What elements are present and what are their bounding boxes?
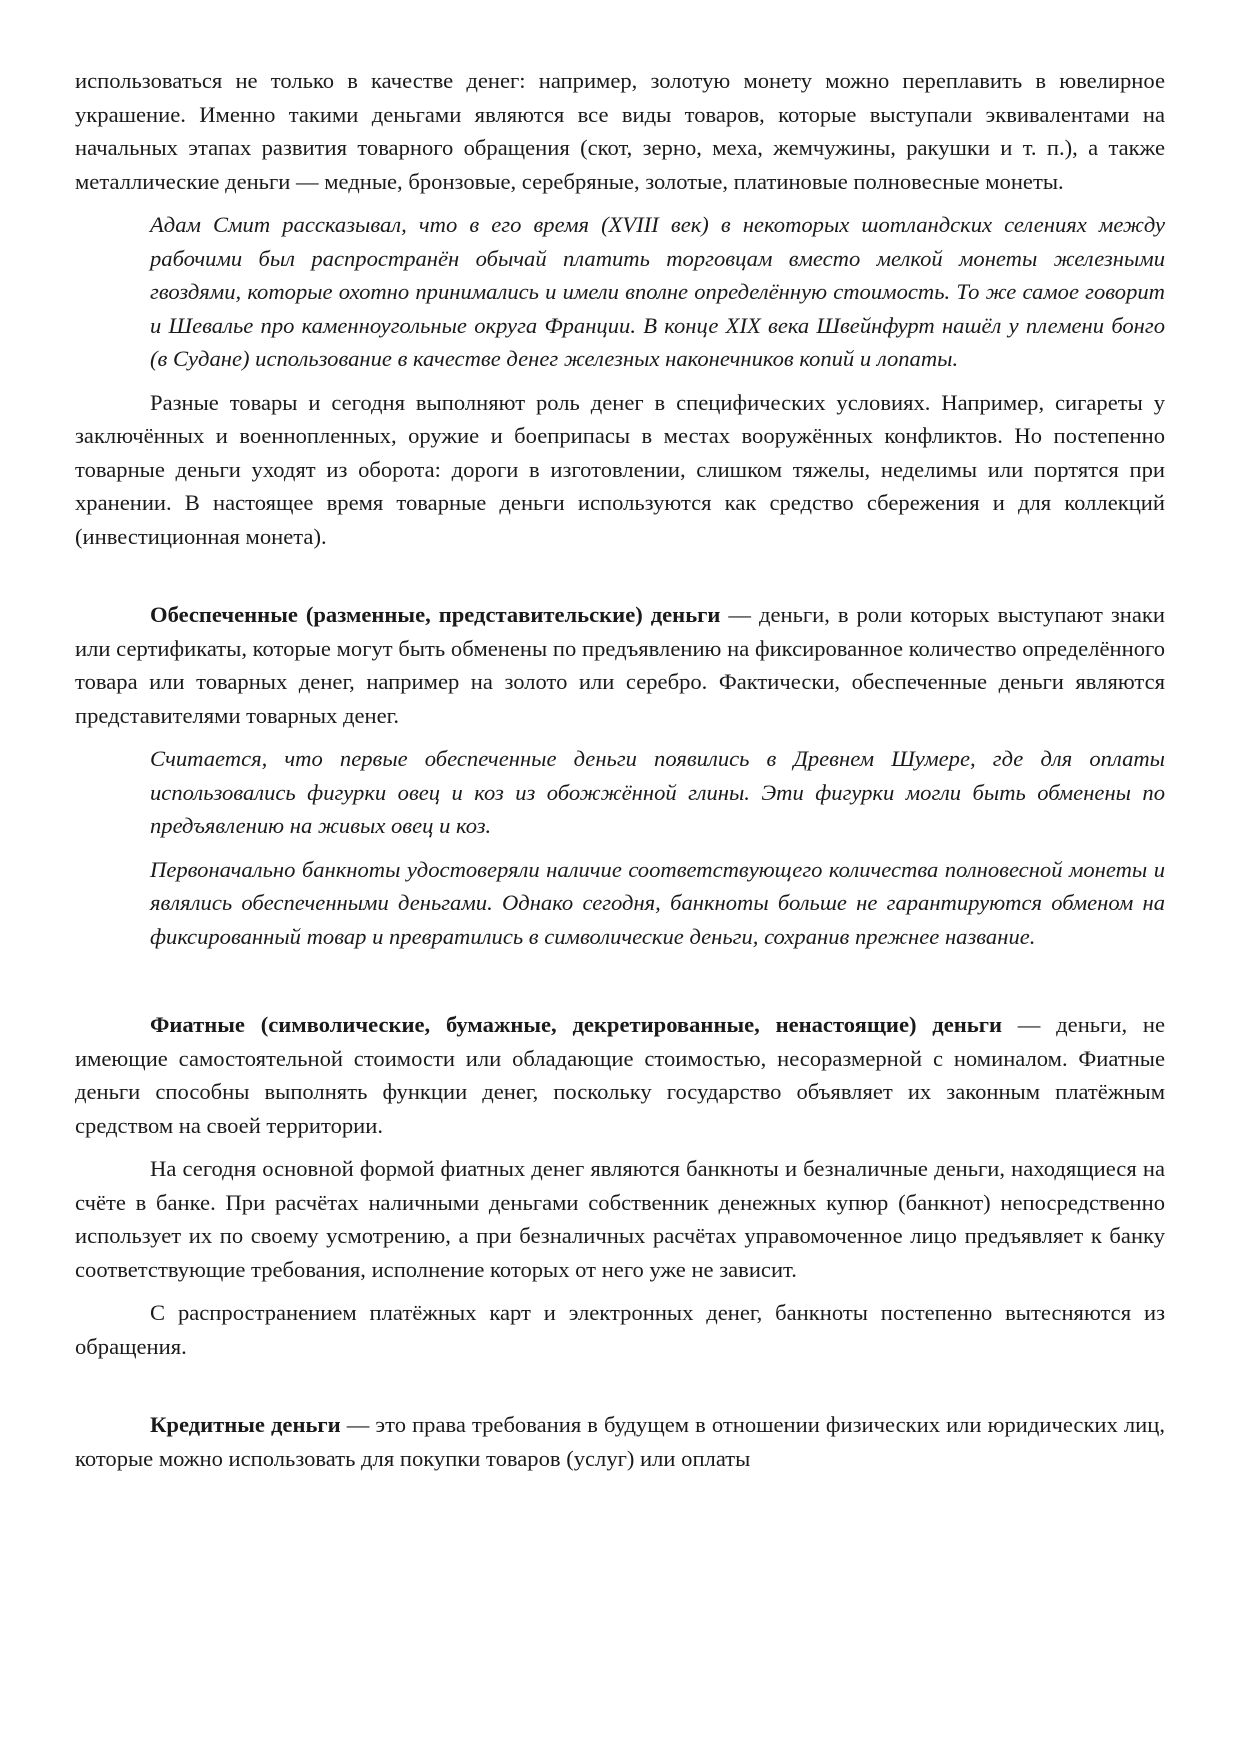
paragraph-cards: С распространением платёжных карт и электронных денег, банкноты постепенно вытесняются из обращения.: [75, 1300, 1165, 1359]
term-fiat-money: Фиатные (символические, бумажные, декретированные, ненастоящие) деньги: [150, 1012, 1002, 1037]
paragraph-fiat-forms: На сегодня основной формой фиатных денег являются банкноты и безналичные деньги, находящиеся на счёте в банке. При расчётах наличными деньгами собственник денежных купюр (банкнот) непосредственно использует их по своему усмотрению, а при безналичных расчётах управомоченное лицо предъявляет к банку соответствующие требования, исполнение которых от него уже не зависит.: [75, 1156, 1165, 1282]
paragraph-credit-money: [75, 1408, 1165, 1475]
paragraph-goods-as-money: Разные товары и сегодня выполняют роль денег в специфических условиях. Например, сигареты у заключённых и военнопленных, оружие и боеприпасы в местах вооружённых конфликтов. Но постепенно товарные деньги уходят из оборота: дороги в изготовлении, слишком тяжелы, неделимы или портятся при хранении. В настоящее время товарные деньги используются как средство сбережения и для коллекций (инвестиционная монета).: [75, 389, 1165, 549]
quote-sumer: Считается, что первые обеспеченные деньги появились в Древнем Шумере, где для оплаты использовались фигурки овец и коз из обожжённой глины. Эти фигурки могли быть обменены по предъявлению на живых овец и коз.: [150, 746, 1165, 838]
paragraph-commodity-money-end: использоваться не только в качестве денег: например, золотую монету можно переплавить в ювелирное украшение. Именно такими деньгами являются все виды товаров, которые выступали эквивалентами на начальных этапах развития товарного обращения (скот, зерно, меха, жемчужины, ракушки и т. п.), а также металлические деньги — медные, бронзовые, серебряные, золотые, платиновые полновесные монеты.: [75, 68, 1165, 194]
paragraph-backed-money: [75, 598, 1165, 732]
document-page: [75, 64, 1165, 1475]
term-credit-money: Кредитные деньги: [150, 1412, 341, 1437]
paragraph-fiat-money: [75, 1008, 1165, 1142]
quote-adam-smith: Адам Смит рассказывал, что в его время (XVIII век) в некоторых шотландских селениях между рабочими был распространён обычай платить торговцам вместо мелкой монеты железными гвоздями, которые охотно принимались и имели вполне определённую стоимость. То же самое говорит и Шевалье про каменноугольные округа Франции. В конце XIX века Швейнфурт нашёл у племени бонго (в Судане) использование в качестве денег железных наконечников копий и лопаты.: [150, 212, 1165, 371]
definition-backed-money: — деньги, в роли которых выступают знаки или сертификаты, которые могут быть обменены по предъявлению на фиксированное количество определённого товара или товарных денег, например на золото или серебро. Фактически, обеспеченные деньги являются представителями товарных денег.: [75, 602, 1165, 728]
quote-banknotes: Первоначально банкноты удостоверяли наличие соответствующего количества полновесной монеты и являлись обеспеченными деньгами. Однако сегодня, банкноты больше не гарантируются обменом на фиксированный товар и превратились в символические деньги, сохранив прежнее название.: [150, 856, 1165, 949]
definition-fiat-money: — деньги, не имеющие самостоятельной стоимости или обладающие стоимостью, несоразмерной с номиналом. Фиатные деньги способны выполнять функции денег, поскольку государство объявляет их законным платёжным средством на своей территории.: [75, 1012, 1165, 1138]
definition-credit-money: — это права требования в будущем в отношении физических или юридических лиц, которые можно использовать для покупки товаров (услуг) или оплаты: [75, 1412, 1165, 1471]
term-backed-money: Обеспеченные (разменные, представительские) деньги: [150, 602, 721, 627]
